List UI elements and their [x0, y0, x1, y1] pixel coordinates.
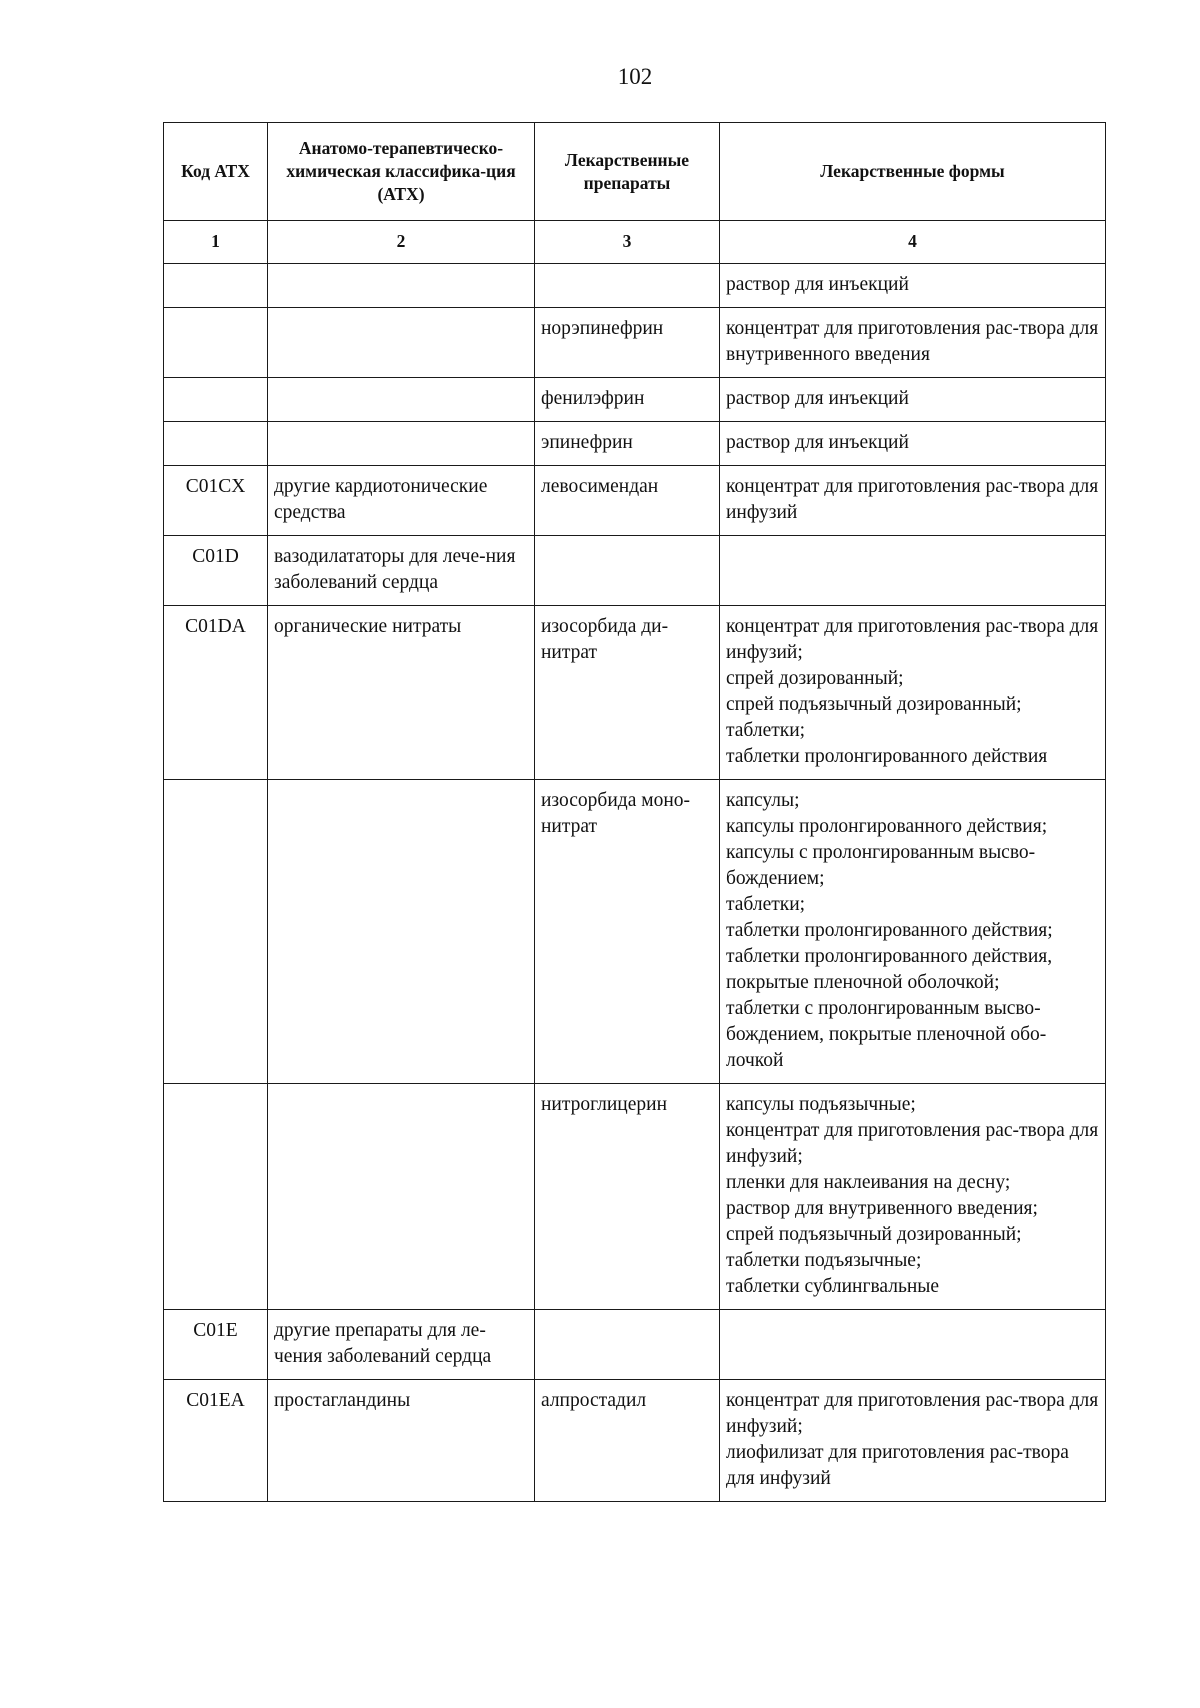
dosage-form: таблетки пролонгированного действия, покрытые пленочной оболочкой; [726, 946, 1053, 993]
dosage-form: спрей дозированный; [726, 668, 904, 689]
dosage-form: таблетки; [726, 894, 806, 915]
atx-code-cell [164, 422, 268, 466]
atx-drug-table [163, 122, 1106, 1502]
forms-cell [720, 308, 1106, 378]
drug-cell: алпростадил [535, 1380, 720, 1502]
dosage-form: пленки для наклеивания на десну; [726, 1172, 1011, 1193]
drug-cell: изосорбида ди-нитрат [535, 606, 720, 780]
drug-cell [535, 1310, 720, 1380]
header-forms: Лекарственные формы [720, 123, 1106, 221]
dosage-form: спрей подъязычный дозированный; [726, 694, 1022, 715]
forms-cell [720, 780, 1106, 1084]
forms-cell [720, 378, 1106, 422]
table-row [164, 422, 1106, 466]
column-number: 4 [720, 221, 1106, 264]
header-code: Код АТХ [164, 123, 268, 221]
column-number-row [164, 221, 1106, 264]
header-classification: Анатомо-терапевтическо-химическая классифика-ция (АТХ) [268, 123, 535, 221]
dosage-form: капсулы подъязычные; [726, 1094, 916, 1115]
table-row [164, 1310, 1106, 1380]
table-header-row [164, 123, 1106, 221]
dosage-form: концентрат для приготовления рас-твора для инфузий; [726, 616, 1099, 663]
atx-code-cell [164, 378, 268, 422]
classification-cell [268, 780, 535, 1084]
table-row [164, 780, 1106, 1084]
dosage-form: раствор для внутривенного введения; [726, 1198, 1038, 1219]
table-row [164, 536, 1106, 606]
forms-cell [720, 1084, 1106, 1310]
column-number: 3 [535, 221, 720, 264]
forms-cell [720, 466, 1106, 536]
forms-cell [720, 1380, 1106, 1502]
dosage-form: концентрат для приготовления рас-твора для инфузий; [726, 1120, 1099, 1167]
classification-cell: другие кардиотонические средства [268, 466, 535, 536]
atx-code-cell [164, 264, 268, 308]
column-number: 2 [268, 221, 535, 264]
dosage-form: раствор для инъекций [726, 274, 909, 295]
dosage-form: таблетки; [726, 720, 806, 741]
dosage-form: раствор для инъекций [726, 432, 909, 453]
atx-code-cell [164, 308, 268, 378]
forms-cell [720, 606, 1106, 780]
drug-cell [535, 264, 720, 308]
drug-cell [535, 536, 720, 606]
dosage-form: раствор для инъекций [726, 388, 909, 409]
classification-cell [268, 378, 535, 422]
atx-code-cell: C01D [164, 536, 268, 606]
dosage-form: капсулы; [726, 790, 800, 811]
drug-cell: изосорбида моно-нитрат [535, 780, 720, 1084]
dosage-form: таблетки пролонгированного действия [726, 746, 1048, 767]
classification-cell [268, 308, 535, 378]
dosage-form: концентрат для приготовления рас-твора для инфузий [726, 476, 1099, 523]
atx-code-cell: C01CX [164, 466, 268, 536]
dosage-form: таблетки сублингвальные [726, 1276, 940, 1297]
dosage-form: спрей подъязычный дозированный; [726, 1224, 1022, 1245]
table-row [164, 1380, 1106, 1502]
drug-cell: нитроглицерин [535, 1084, 720, 1310]
table-row [164, 264, 1106, 308]
atx-code-cell: C01EA [164, 1380, 268, 1502]
drug-cell: эпинефрин [535, 422, 720, 466]
page-number: 102 [617, 64, 653, 89]
table-row [164, 378, 1106, 422]
drug-cell: фенилэфрин [535, 378, 720, 422]
classification-cell: органические нитраты [268, 606, 535, 780]
classification-cell: вазодилататоры для лече-ния заболеваний сердца [268, 536, 535, 606]
dosage-form: таблетки пролонгированного действия; [726, 920, 1053, 941]
drug-cell: левосимендан [535, 466, 720, 536]
atx-code-cell: C01E [164, 1310, 268, 1380]
table-row [164, 308, 1106, 378]
atx-code-cell [164, 780, 268, 1084]
dosage-form: концентрат для приготовления рас-твора для внутривенного введения [726, 318, 1099, 365]
dosage-form: таблетки с пролонгированным высво-бождением, покрытые пленочной обо-лочкой [726, 998, 1047, 1071]
forms-cell [720, 536, 1106, 606]
forms-cell [720, 422, 1106, 466]
classification-cell [268, 1084, 535, 1310]
classification-cell: другие препараты для ле-чения заболеваний сердца [268, 1310, 535, 1380]
forms-cell [720, 1310, 1106, 1380]
table-row [164, 466, 1106, 536]
atx-code-cell [164, 1084, 268, 1310]
dosage-form: капсулы пролонгированного действия; [726, 816, 1048, 837]
classification-cell: простагландины [268, 1380, 535, 1502]
table-row [164, 1084, 1106, 1310]
dosage-form: капсулы с пролонгированным высво-бождением; [726, 842, 1036, 889]
dosage-form: таблетки подъязычные; [726, 1250, 922, 1271]
dosage-form: концентрат для приготовления рас-твора для инфузий; [726, 1390, 1099, 1437]
table-row [164, 606, 1106, 780]
classification-cell [268, 422, 535, 466]
atx-code-cell: C01DA [164, 606, 268, 780]
drug-cell: норэпинефрин [535, 308, 720, 378]
dosage-form: лиофилизат для приготовления рас-твора для инфузий [726, 1442, 1069, 1489]
forms-cell [720, 264, 1106, 308]
header-drugs: Лекарственные препараты [535, 123, 720, 221]
classification-cell [268, 264, 535, 308]
column-number: 1 [164, 221, 268, 264]
